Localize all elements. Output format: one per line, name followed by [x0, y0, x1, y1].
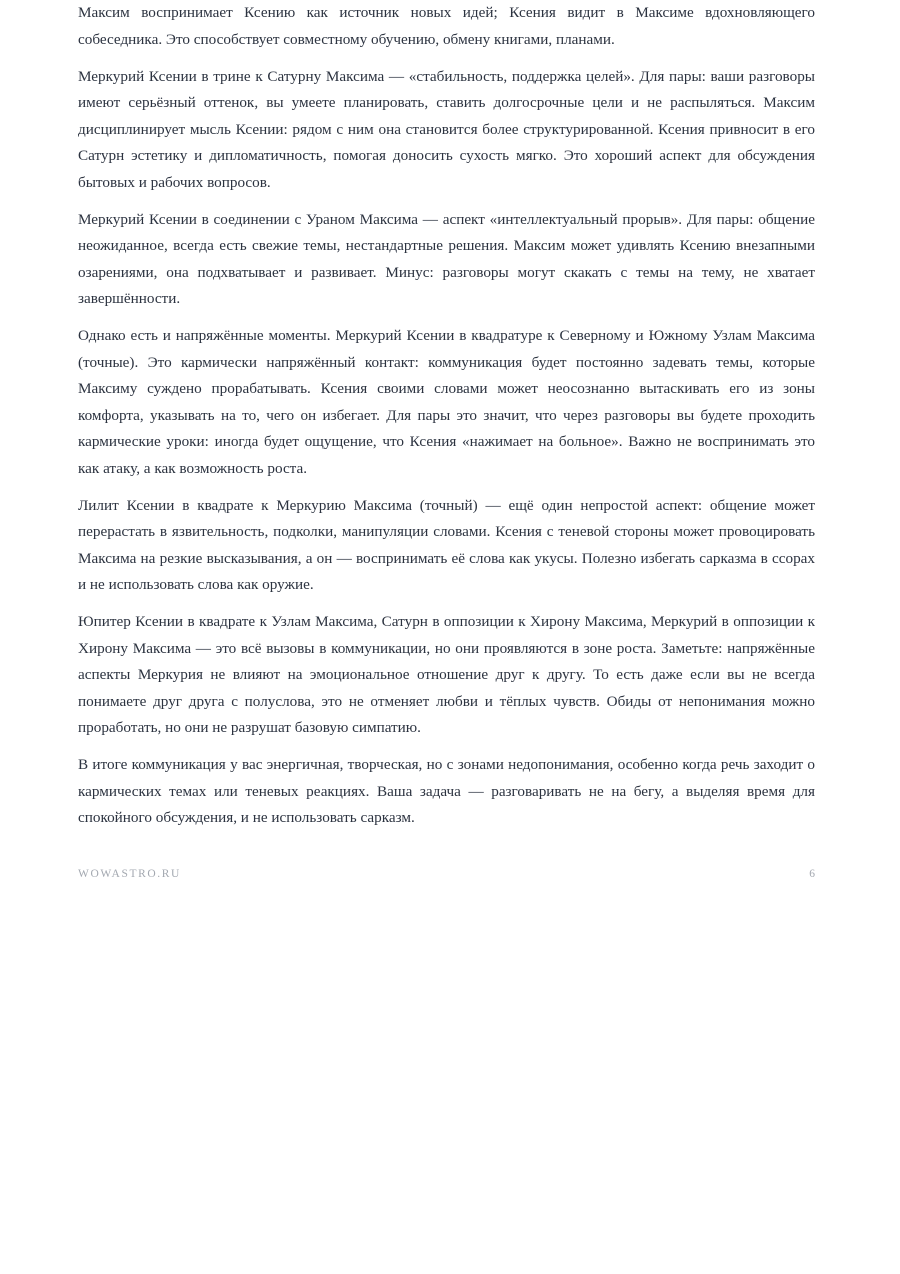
document-body [78, 0, 815, 842]
paragraph: Лилит Ксении в квадрате к Меркурию Максима (точный) — ещё один непростой аспект: общение может перерастать в язвительность, подколки, манипуляции словами. Ксения с теневой стороны может провоцировать Максима на резкие высказывания, а он — воспринимать её слова как укусы. Полезно избегать сарказма в ссорах и не использовать слова как оружие. [78, 496, 815, 593]
paragraph: Меркурий Ксении в трине к Сатурну Максима — «стабильность, поддержка целей». Для пары: ваши разговоры имеют серьёзный оттенок, вы умеете планировать, ставить долгосрочные цели и не распыляться. Максим дисциплинирует мысль Ксении: рядом с ним она становится более структурированной. Ксения привносит в его Сатурн эстетику и дипломатичность, помогая доносить сухость мягко. Это хороший аспект для обсуждения бытовых и рабочих вопросов. [78, 67, 815, 191]
page-number: 6 [809, 868, 815, 880]
paragraph: Меркурий Ксении в соединении с Ураном Максима — аспект «интеллектуальный прорыв». Для пары: общение неожиданное, всегда есть свежие темы, нестандартные решения. Максим может удивлять Ксению внезапными озарениями, она подхватывает и развивает. Минус: разговоры могут скакать с темы на тему, не хватает завершённости. [78, 210, 815, 307]
paragraph: Юпитер Ксении в квадрате к Узлам Максима, Сатурн в оппозиции к Хирону Максима, Меркурий в оппозиции к Хирону Максима — это всё вызовы в коммуникации, но они проявляются в зоне роста. Заметьте: напряжённые аспекты Меркурия не влияют на эмоциональное отношение друг к другу. То есть даже если вы не всегда понимаете друг друга с полуслова, это не отменяет любви и тёплых чувств. Обиды от непонимания можно проработать, но они не разрушат базовую симпатию. [78, 613, 815, 736]
paragraph: В итоге коммуникация у вас энергичная, творческая, но с зонами недопонимания, особенно когда речь заходит о кармических темах или теневых реакциях. Ваша задача — разговаривать не на бегу, а выделяя время для спокойного обсуждения, и не использовать сарказм. [78, 756, 815, 826]
paragraph: Однако есть и напряжённые моменты. Меркурий Ксении в квадратуре к Северному и Южному Узлам Максима (точные). Это кармически напряжённый контакт: коммуникация будет постоянно задевать темы, которые Максиму суждено прорабатывать. Ксения своими словами может неосознанно вытаскивать его из зоны комфорта, указывать на то, чего он избегает. Для пары это значит, что через разговоры вы будете проходить кармические уроки: иногда будет ощущение, что Ксения «нажимает на больное». Важно не воспринимать это как атаку, а как возможность роста. [78, 327, 815, 477]
footer-site-name: WOWASTRO.RU [78, 868, 181, 880]
page-footer [78, 868, 815, 888]
paragraph: Максим воспринимает Ксению как источник новых идей; Ксения видит в Максиме вдохновляющего собеседника. Это способствует совместному обучению, обмену книгами, планами. [78, 4, 815, 48]
